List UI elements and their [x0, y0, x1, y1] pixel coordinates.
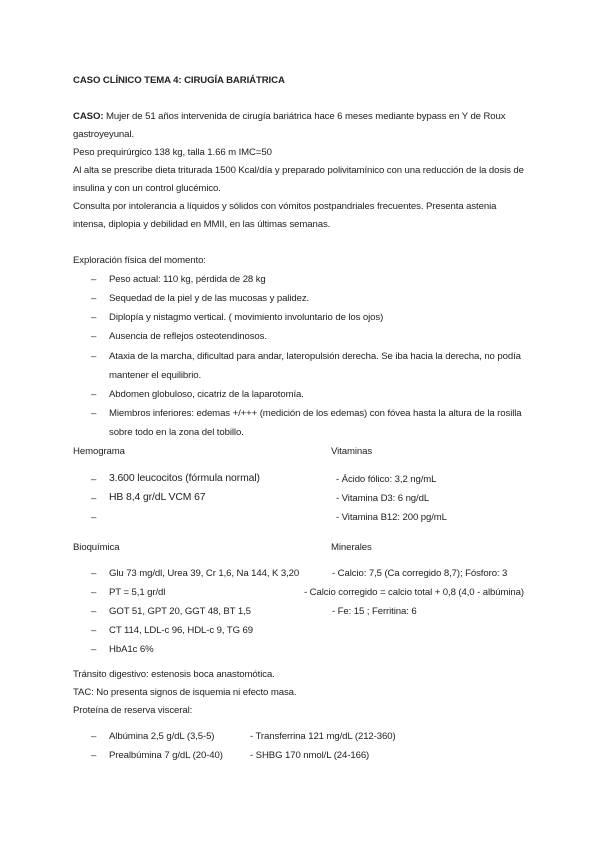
minerales-item: - Calcio: 7,5 (Ca corregido 8,7); Fósforo: 3: [332, 568, 508, 579]
exploracion-item: Ataxia de la marcha, dificultad para andar, lateropulsión derecha. Se iba hacia la derecha, no podía: [109, 351, 521, 362]
vitaminas-item: - Vitamina D3: 6 ng/dL: [336, 493, 430, 504]
caso-line-5: insulina y con un control glucémico.: [73, 183, 221, 194]
caso-line-6: Consulta por intolerancia a líquidos y sólidos con vómitos postpandriales frecuentes. Presenta astenia: [73, 201, 497, 212]
bioquimica-heading: Bioquímica: [73, 542, 120, 553]
caso-line-7: intensa, diplopia y debilidad en MMII, en las últimas semanas.: [73, 219, 331, 230]
minerales-item: - Calcio corregido = calcio total + 0,8 (4,0 - albúmina): [304, 587, 524, 598]
caso-line-1: CASO: Mujer de 51 años intervenida de cirugía bariátrica hace 6 meses mediante bypass en Y de Roux: [73, 111, 506, 122]
caso-line-4: Al alta se prescribe dieta triturada 1500 Kcal/día y preparado polivitamínico con una reducción de la dosis de: [73, 165, 524, 176]
bullet-dash: –: [91, 731, 97, 742]
bullet-dash: –: [91, 312, 97, 323]
bullet-dash: –: [91, 493, 97, 504]
exploracion-item: Miembros inferiores: edemas +/+++ (medición de los edemas) con fóvea hasta la altura de la rosilla: [109, 408, 522, 419]
caso-line-2: gastroyeyunal.: [73, 129, 134, 140]
bullet-dash: –: [91, 606, 97, 617]
hemograma-item: HB 8,4 gr/dL VCM 67: [109, 492, 206, 503]
proteina-item: Albúmina 2,5 g/dL (3,5-5): [109, 731, 215, 742]
caso-label: CASO:: [73, 111, 104, 122]
bullet-dash: –: [91, 331, 97, 342]
exploracion-item-cont: mantener el equilibrio.: [109, 370, 202, 381]
exploracion-item-cont: sobre todo en la zona del tobillo.: [109, 427, 244, 438]
bullet-dash: –: [91, 512, 97, 523]
proteina-item: - SHBG 170 nmol/L (24-166): [250, 750, 370, 761]
proteina-item: - Transferrina 121 mg/dL (212-360): [250, 731, 396, 742]
bullet-dash: –: [91, 625, 97, 636]
bioquimica-item: CT 114, LDL-c 96, HDL-c 9, TG 69: [109, 625, 253, 636]
caso-line-3: Peso prequirúrgico 138 kg, talla 1.66 m IMC=50: [73, 147, 272, 158]
bullet-dash: –: [91, 644, 97, 655]
hemograma-item: 3.600 leucocitos (fórmula normal): [109, 473, 260, 484]
exploracion-item: Peso actual: 110 kg, pérdida de 28 kg: [109, 274, 266, 285]
tac-line: TAC: No presenta signos de isquemia ni efecto masa.: [73, 687, 297, 698]
bullet-dash: –: [91, 568, 97, 579]
bioquimica-item: GOT 51, GPT 20, GGT 48, BT 1,5: [109, 606, 251, 617]
exploracion-item: Sequedad de la piel y de las mucosas y palidez.: [109, 293, 310, 304]
transito-line: Tránsito digestivo: estenosis boca anastomótica.: [73, 669, 275, 680]
bullet-dash: –: [91, 389, 97, 400]
bullet-dash: –: [91, 750, 97, 761]
exploracion-item: Diplopía y nistagmo vertical. ( movimiento involuntario de los ojos): [109, 312, 384, 323]
bullet-dash: –: [91, 351, 97, 362]
bullet-dash: –: [91, 408, 97, 419]
vitaminas-item: - Ácido fólico: 3,2 ng/mL: [336, 474, 437, 485]
vitaminas-heading: Vitaminas: [331, 446, 373, 457]
exploracion-item: Ausencia de reflejos osteotendinosos.: [109, 331, 267, 342]
bullet-dash: –: [91, 474, 97, 485]
vitaminas-item: - Vitamina B12: 200 pg/mL: [336, 512, 447, 523]
minerales-item: - Fe: 15 ; Ferritina: 6: [332, 606, 417, 617]
document-title: CASO CLÍNICO TEMA 4: CIRUGÍA BARIÁTRICA: [73, 75, 285, 86]
bullet-dash: –: [91, 587, 97, 598]
hemograma-heading: Hemograma: [73, 446, 125, 457]
exploracion-heading: Exploración física del momento:: [73, 255, 206, 266]
bullet-dash: –: [91, 293, 97, 304]
bioquimica-item: PT = 5,1 gr/dl: [109, 587, 166, 598]
proteina-item: Prealbúmina 7 g/dL (20-40): [109, 750, 223, 761]
bullet-dash: –: [91, 274, 97, 285]
exploracion-item: Abdomen globuloso, cicatriz de la laparotomía.: [109, 389, 304, 400]
minerales-heading: Minerales: [331, 542, 372, 553]
proteina-heading: Proteína de reserva visceral:: [73, 705, 193, 716]
bioquimica-item: HbA1c 6%: [109, 644, 154, 655]
bioquimica-item: Glu 73 mg/dl, Urea 39, Cr 1,6, Na 144, K 3,20: [109, 568, 300, 579]
